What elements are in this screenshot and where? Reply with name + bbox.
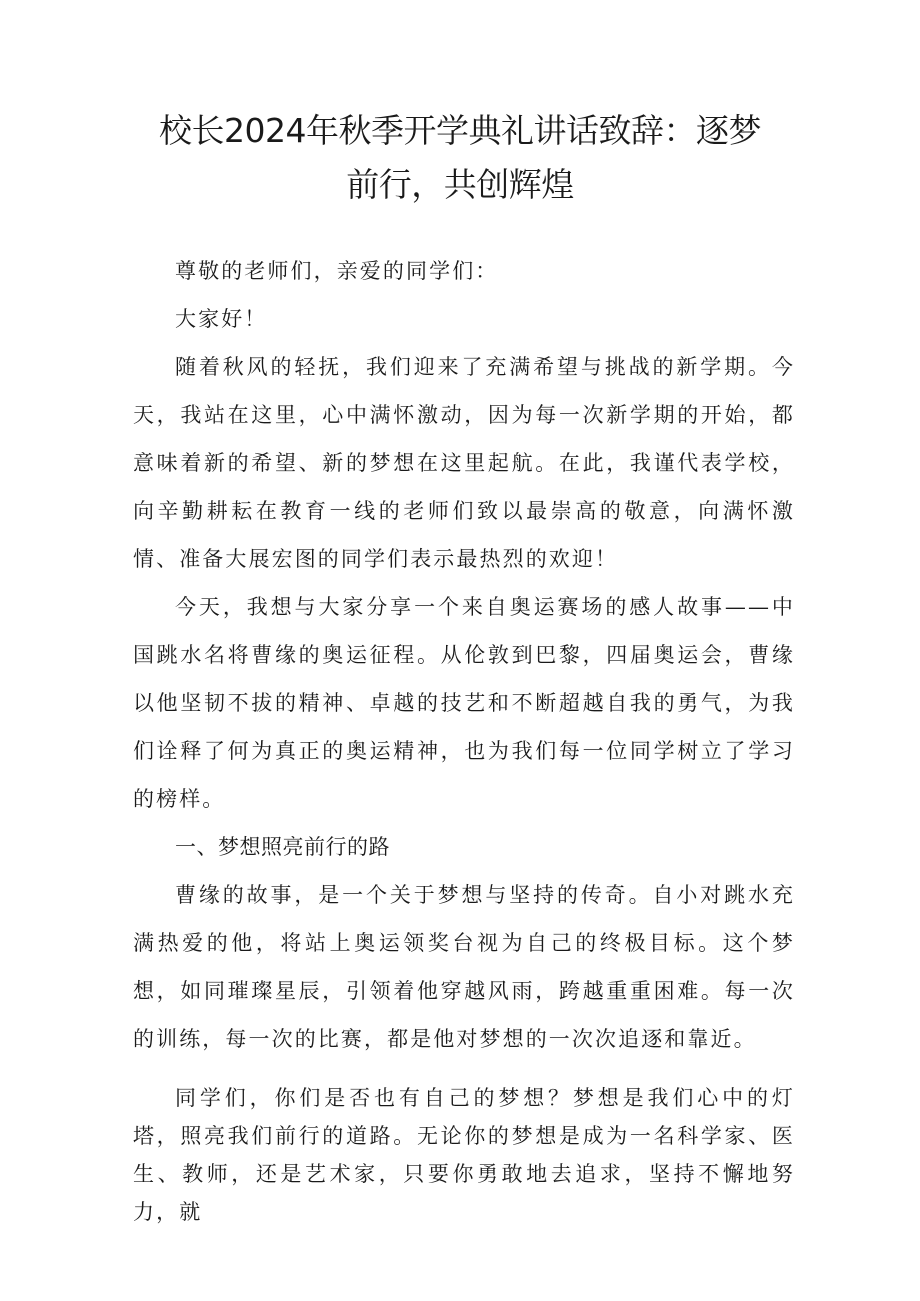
document-body	[133, 247, 795, 1063]
title-line-2: 前行，共创辉煌	[346, 165, 574, 204]
section-heading-1: 一、梦想照亮前行的路	[175, 835, 390, 859]
paragraph-dream: 曹缘的故事，是一个关于梦想与坚持的传奇。自小对跳水充满热爱的他，将站上奥运领奖台视为自己的终极目标。这个梦想，如同璀璨星辰，引领着他穿越风雨，跨越重重困难。每一次的训练，每一次的比赛，都是他对梦想的一次次追逐和靠近。	[133, 883, 795, 1051]
paragraph-students: 同学们，你们是否也有自己的梦想？梦想是我们心中的灯塔，照亮我们前行的道路。无论你的梦想是成为一名科学家、医生、教师，还是艺术家，只要你勇敢地去追求，坚持不懈地努力，就	[133, 1086, 795, 1224]
document-title	[120, 104, 800, 212]
paragraph-story: 今天，我想与大家分享一个来自奥运赛场的感人故事——中国跳水名将曹缘的奥运征程。从伦敦到巴黎，四届奥运会，曹缘以他坚韧不拔的精神、卓越的技艺和不断超越自我的勇气，为我们诠释了何为真正的奥运精神，也为我们每一位同学树立了学习的榜样。	[133, 595, 795, 811]
salutation: 尊敬的老师们，亲爱的同学们：	[175, 259, 499, 283]
paragraph-intro: 随着秋风的轻抚，我们迎来了充满希望与挑战的新学期。今天，我站在这里，心中满怀激动，因为每一次新学期的开始，都意味着新的希望、新的梦想在这里起航。在此，我谨代表学校，向辛勤耕耘在教育一线的老师们致以最崇高的敬意，向满怀激情、准备大展宏图的同学们表示最热烈的欢迎！	[133, 355, 795, 571]
title-line-1: 校长2024年秋季开学典礼讲话致辞：逐梦	[159, 111, 761, 150]
greeting: 大家好！	[175, 307, 268, 331]
document-body-continued	[133, 1079, 795, 1231]
